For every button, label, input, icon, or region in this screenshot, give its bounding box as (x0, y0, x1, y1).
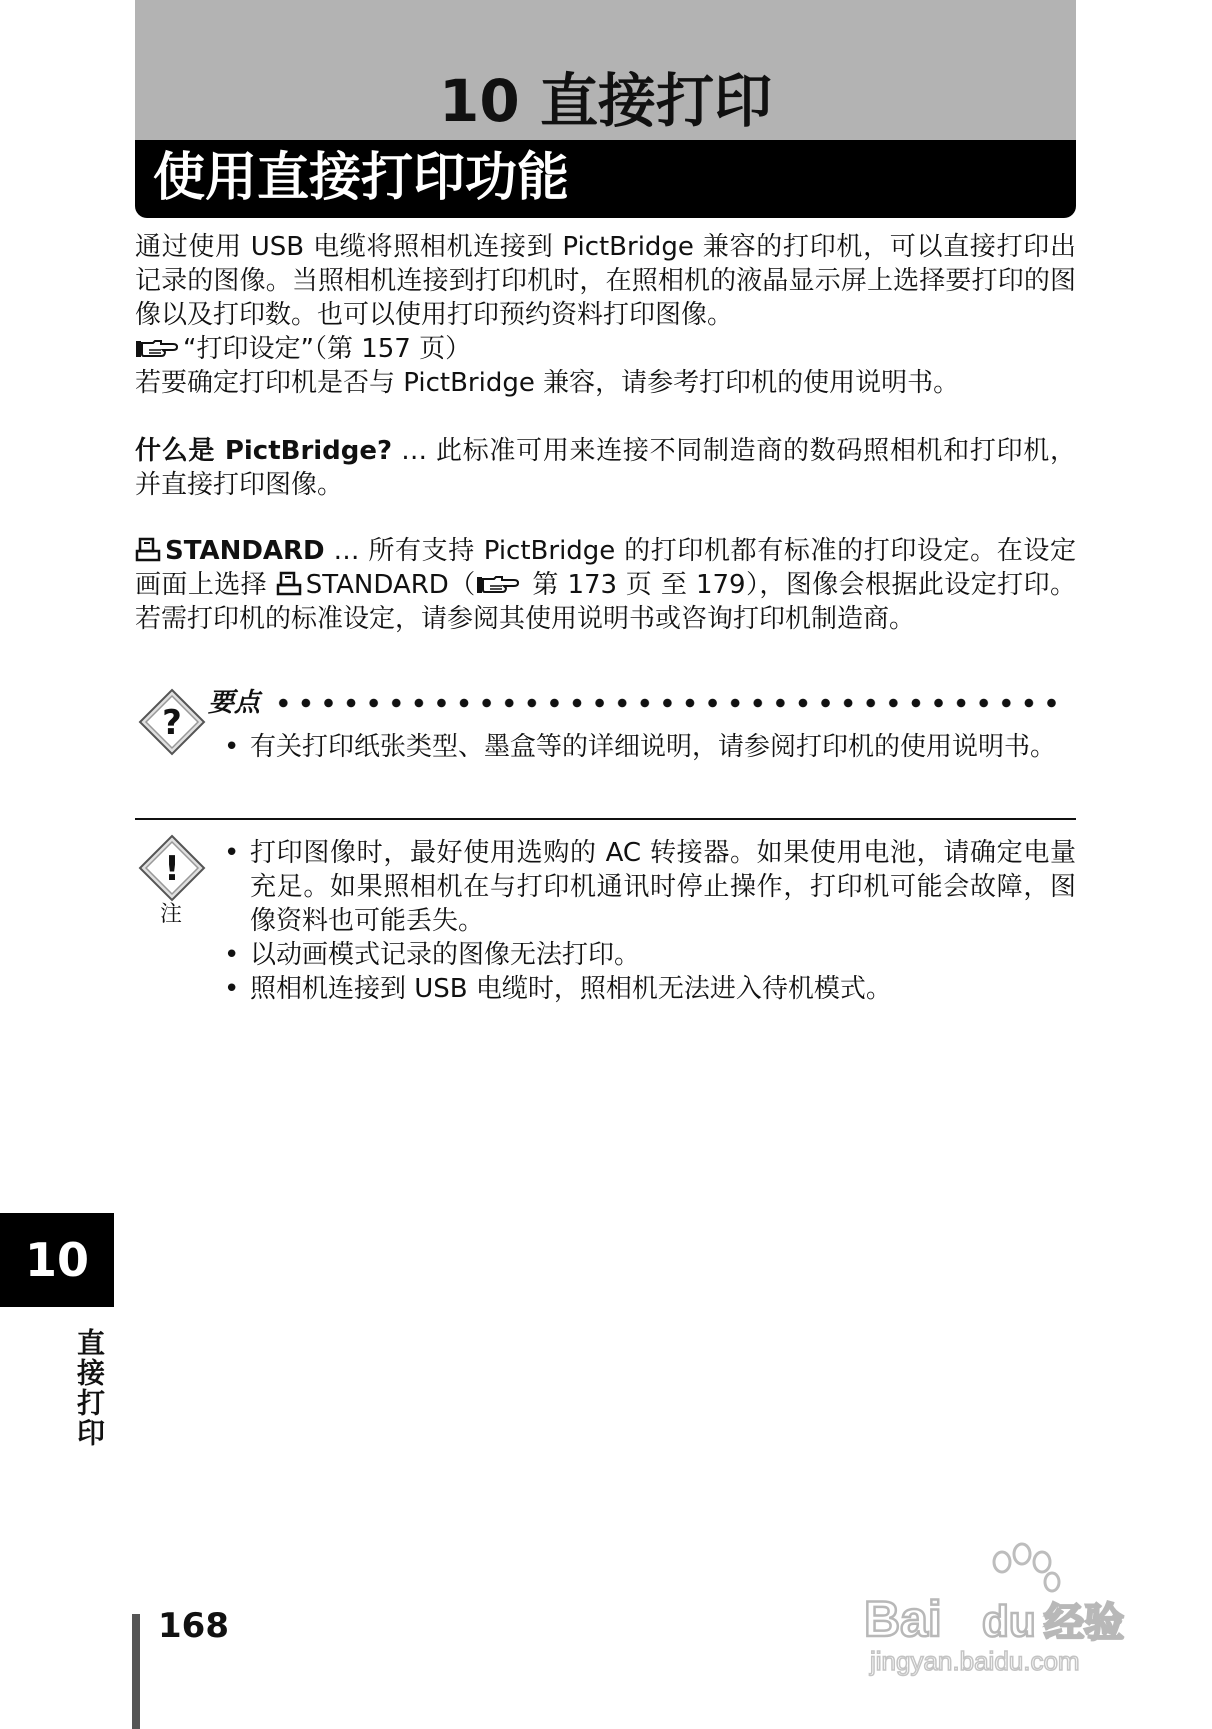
reference-line (135, 332, 1076, 366)
svg-text:Bai: Bai (864, 1591, 942, 1647)
intro-paragraph (135, 230, 1076, 400)
exclamation-diamond-icon (138, 834, 206, 902)
pointing-hand-icon (476, 574, 520, 596)
section-title: 使用直接打印功能 (153, 148, 570, 208)
chapter-title: 10 直接打印 (439, 67, 772, 135)
pointing-hand-icon (135, 338, 179, 360)
print-icon (276, 571, 302, 597)
svg-text:经验: 经验 (1044, 1600, 1124, 1646)
note-list (222, 836, 1076, 1006)
note-label: 注 (160, 902, 183, 927)
svg-text:du: du (982, 1597, 1036, 1646)
list-item: • 照相机连接到 USB 电缆时，照相机无法进入待机模式。 (222, 972, 1076, 1006)
tip-heading: 要点 (208, 688, 261, 718)
reference-text: “打印设定”（第 157 页） (183, 334, 472, 364)
svg-text:!: ! (164, 849, 180, 889)
chapter-tab: 10 (0, 1213, 114, 1307)
list-item: • 有关打印纸张类型、墨盒等的详细说明，请参阅打印机的使用说明书。 (222, 730, 1076, 764)
section-divider (135, 818, 1076, 820)
pictbridge-text: … 此标准可用来连接不同制造商的数码照相机和打印机，并直接打印图像。 (135, 436, 1076, 500)
standard-text-a: … 所有支持 PictBridge 的打印机都有标准的打印设定。在设定画面上选择 (135, 536, 1076, 600)
chapter-side-label: 直接打印 (73, 1328, 106, 1448)
pictbridge-term: 什么是 PictBridge? (135, 436, 393, 466)
list-item: • 打印图像时，最好使用选购的 AC 转接器。如果使用电池，请确定电量充足。如果照相机在与打印机通讯时停止操作，打印机可能会故障，图像资料也可能丢失。 (222, 836, 1076, 938)
standard-text-b: 第 173 页 至 179），图像会根据此设定打印。若需打印机的标准设定，请参阅其使用说明书或咨询打印机制造商。 (135, 570, 1077, 634)
compat-text: 若要确定打印机是否与 PictBridge 兼容，请参考打印机的使用说明书。 (135, 368, 960, 398)
question-diamond-icon (138, 688, 206, 756)
standard-inline-term: STANDARD（ (305, 570, 476, 600)
baidu-jingyan-watermark (856, 1540, 1142, 1680)
pictbridge-definition (135, 434, 1076, 502)
print-icon (135, 537, 161, 563)
tip-dotted-rule (272, 698, 1062, 708)
standard-term: STANDARD (165, 536, 325, 566)
svg-text:?: ? (162, 703, 182, 743)
section-title-bar (135, 140, 1076, 218)
standard-definition (135, 534, 1076, 636)
page-number: 168 (158, 1606, 229, 1646)
intro-text: 通过使用 USB 电缆将照相机连接到 PictBridge 兼容的打印机，可以直接打印出记录的图像。当照相机连接到打印机时，在照相机的液晶显示屏上选择要打印的图像以及打印数。也可以使用打印预约资料打印图像。 (135, 232, 1076, 330)
tip-list (222, 730, 1076, 764)
list-item: • 以动画模式记录的图像无法打印。 (222, 938, 1076, 972)
page-margin-bar (132, 1614, 140, 1729)
svg-text:jingyan.baidu.com: jingyan.baidu.com (870, 1646, 1080, 1676)
